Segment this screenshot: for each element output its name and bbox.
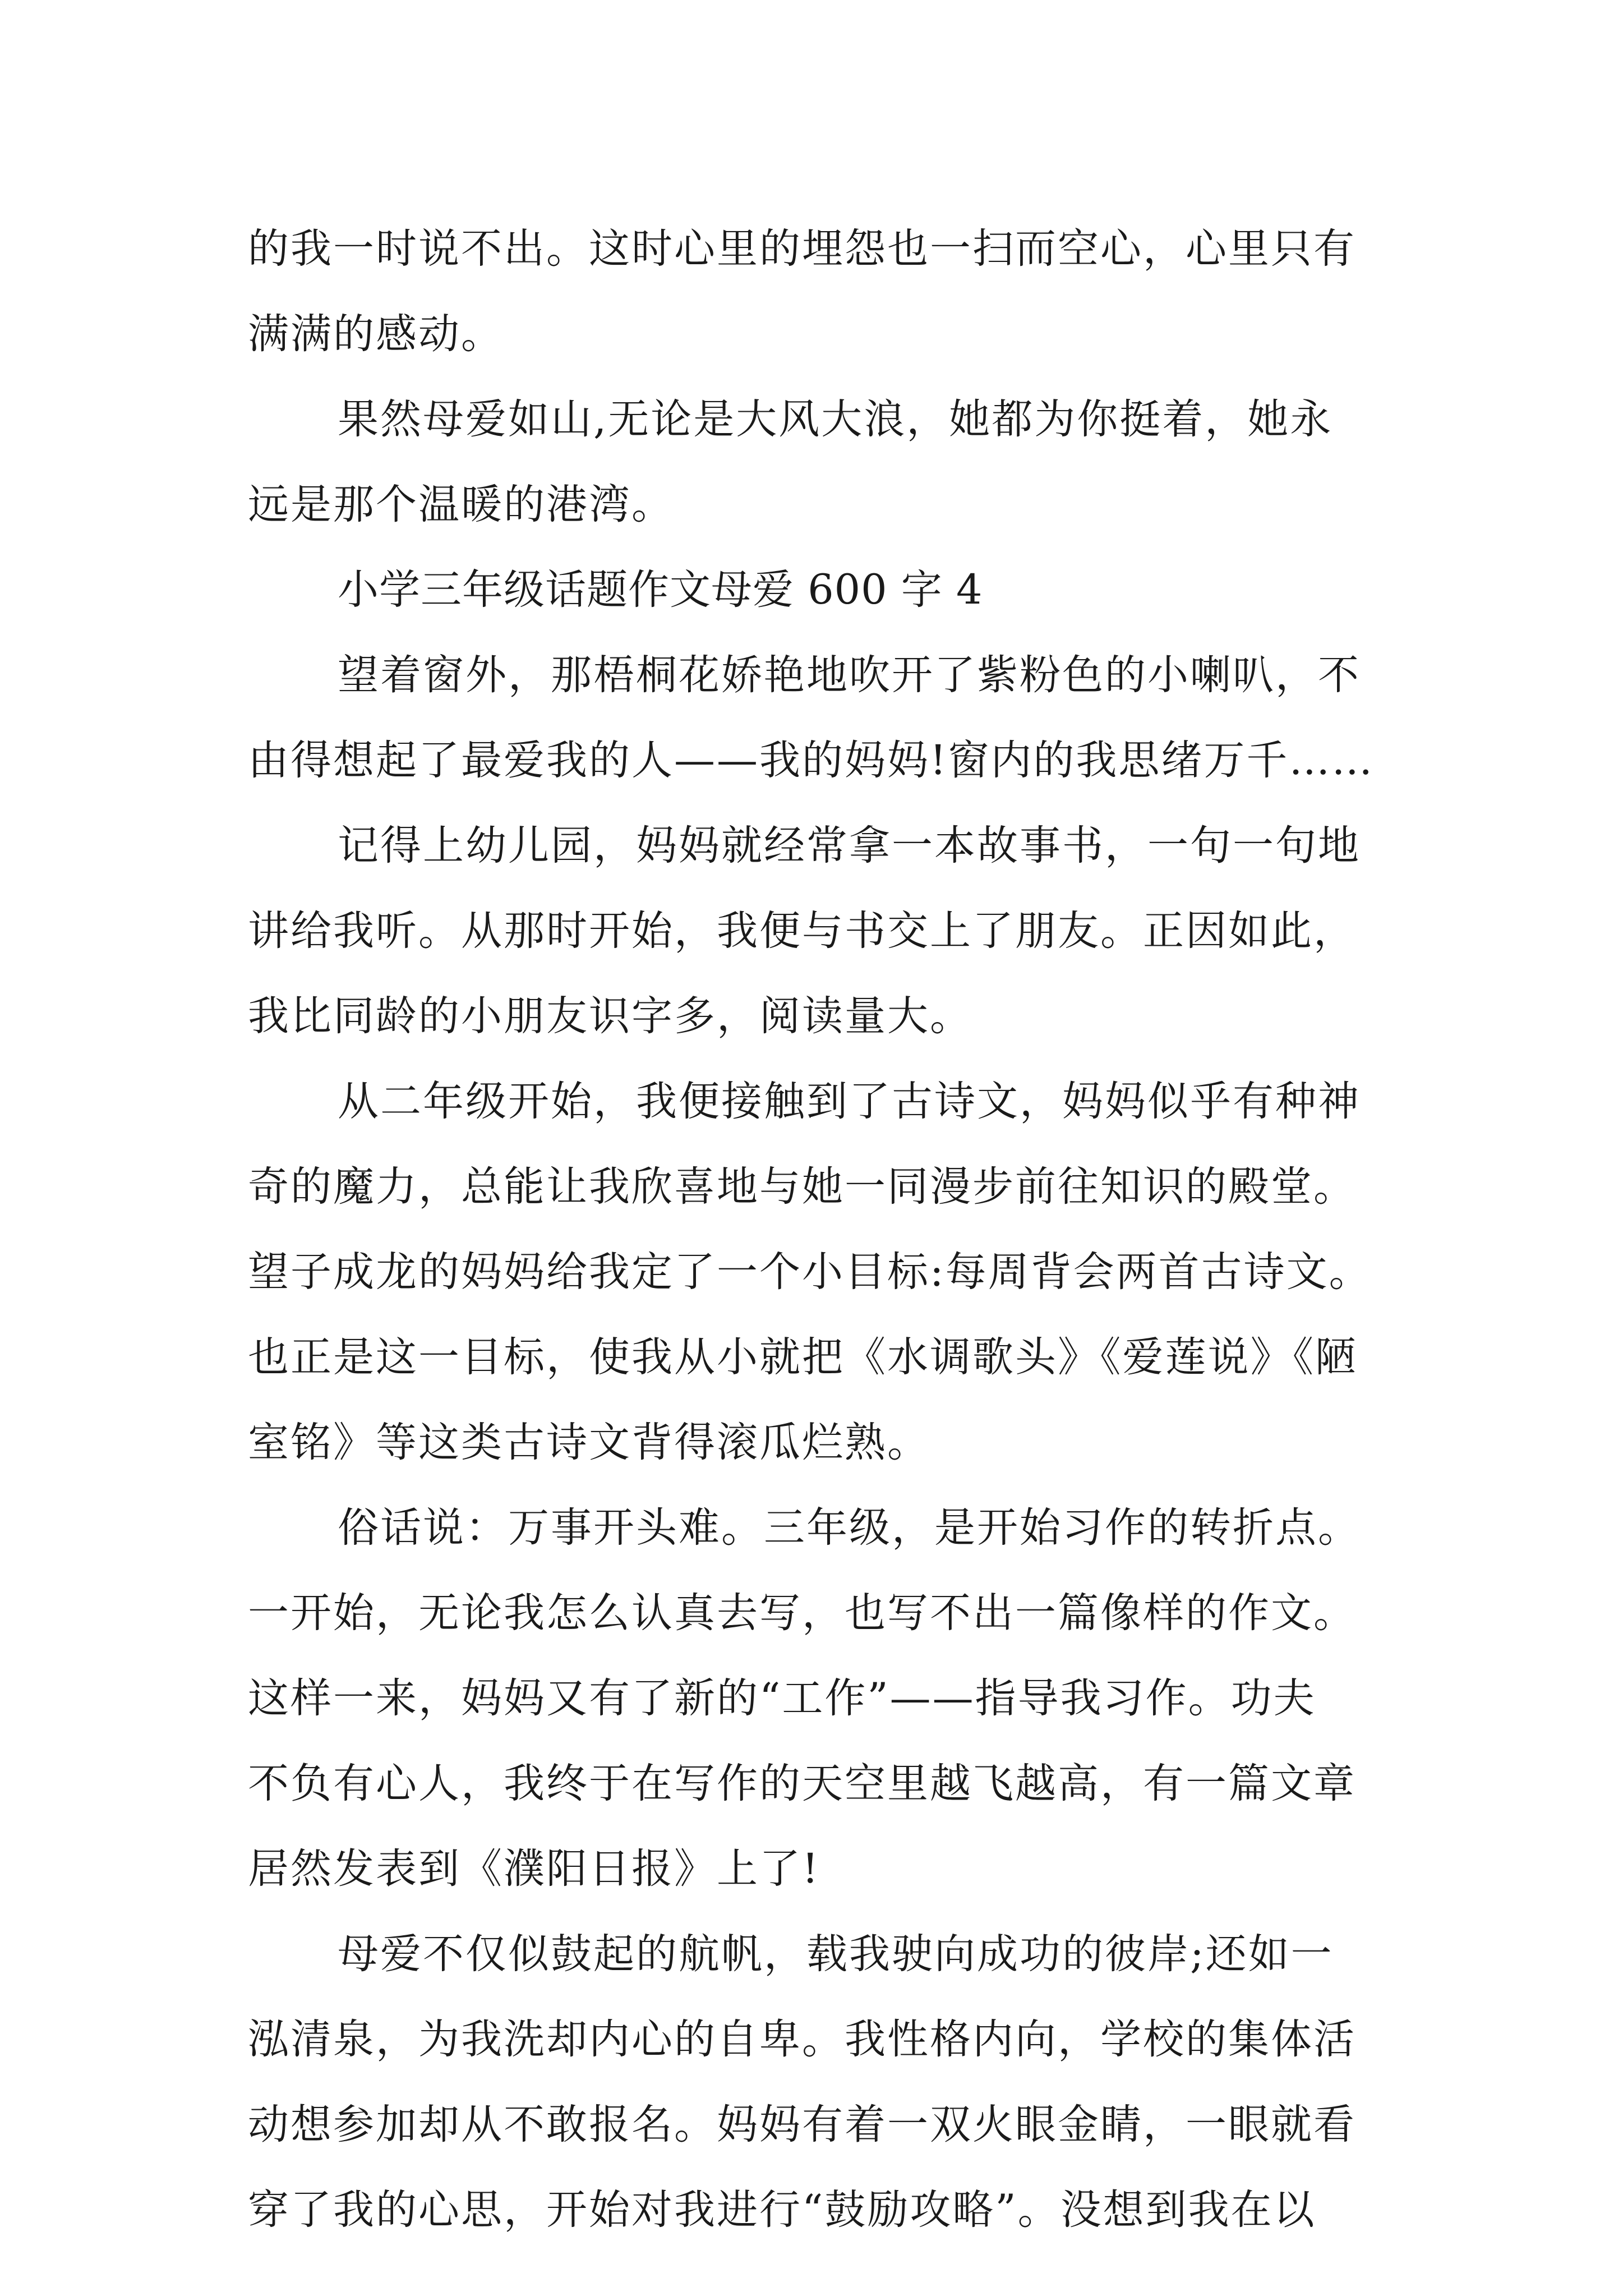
text-line: 居然发表到《濮阳日报》上了! — [248, 1845, 820, 1893]
paragraph-4 — [248, 803, 1403, 1059]
text-line: 穿了我的心思，开始对我进行“鼓励攻略”。没想到我在以 — [248, 2186, 1316, 2234]
text-line: 不负有心人，我终于在写作的天空里越飞越高，有一篇文章 — [248, 1760, 1356, 1807]
paragraph-3 — [248, 633, 1403, 803]
paragraph-1 — [248, 206, 1403, 377]
text-line: 从二年级开始，我便接触到了古诗文，妈妈似乎有种神 — [338, 1078, 1361, 1125]
text-line: 远是那个温暖的港湾。 — [248, 481, 674, 528]
paragraph-5 — [248, 1059, 1403, 1485]
paragraph-6 — [248, 1485, 1403, 1912]
text-line: 讲给我听。从那时开始，我便与书交上了朋友。正因如此， — [248, 907, 1356, 955]
section-heading — [248, 547, 1403, 633]
text-line: 一开始，无论我怎么认真去写，也写不出一篇像样的作文。 — [248, 1589, 1356, 1637]
text-line: 望着窗外，那梧桐花娇艳地吹开了紫粉色的小喇叭，不 — [338, 651, 1361, 699]
paragraph-7 — [248, 1912, 1403, 2253]
text-line: 奇的魔力，总能让我欣喜地与她一同漫步前往知识的殿堂。 — [248, 1163, 1356, 1211]
text-line: 母爱不仅似鼓起的航帆，载我驶向成功的彼岸;还如一 — [338, 1930, 1334, 1978]
document-body — [248, 206, 1403, 2253]
text-line: 俗话说：万事开头难。三年级，是开始习作的转折点。 — [338, 1504, 1361, 1552]
heading-line: 小学三年级话题作文母爱 600 字 4 — [338, 566, 983, 614]
text-line: 由得想起了最爱我的人——我的妈妈!窗内的我思绪万千…… — [248, 737, 1375, 784]
text-line: 果然母爱如山,无论是大风大浪，她都为你挺着，她永 — [338, 395, 1333, 443]
text-line: 我比同龄的小朋友识字多，阅读量大。 — [248, 992, 972, 1040]
paragraph-2 — [248, 377, 1403, 547]
text-line: 记得上幼儿园，妈妈就经常拿一本故事书，一句一句地 — [338, 822, 1361, 869]
text-line: 的我一时说不出。这时心里的埋怨也一扫而空心，心里只有 — [248, 225, 1356, 273]
text-line: 满满的感动。 — [248, 310, 504, 358]
text-line: 泓清泉，为我洗却内心的自卑。我性格内向，学校的集体活 — [248, 2016, 1356, 2063]
text-line: 望子成龙的妈妈给我定了一个小目标:每周背会两首古诗文。 — [248, 1248, 1372, 1296]
text-line: 这样一来，妈妈又有了新的“工作”——指导我习作。功夫 — [248, 1674, 1316, 1722]
text-line: 室铭》等这类古诗文背得滚瓜烂熟。 — [248, 1419, 930, 1466]
text-line: 动想参加却从不敢报名。妈妈有着一双火眼金睛，一眼就看 — [248, 2101, 1356, 2148]
text-line: 也正是这一目标，使我从小就把《水调歌头》《爱莲说》《陋 — [248, 1333, 1358, 1381]
